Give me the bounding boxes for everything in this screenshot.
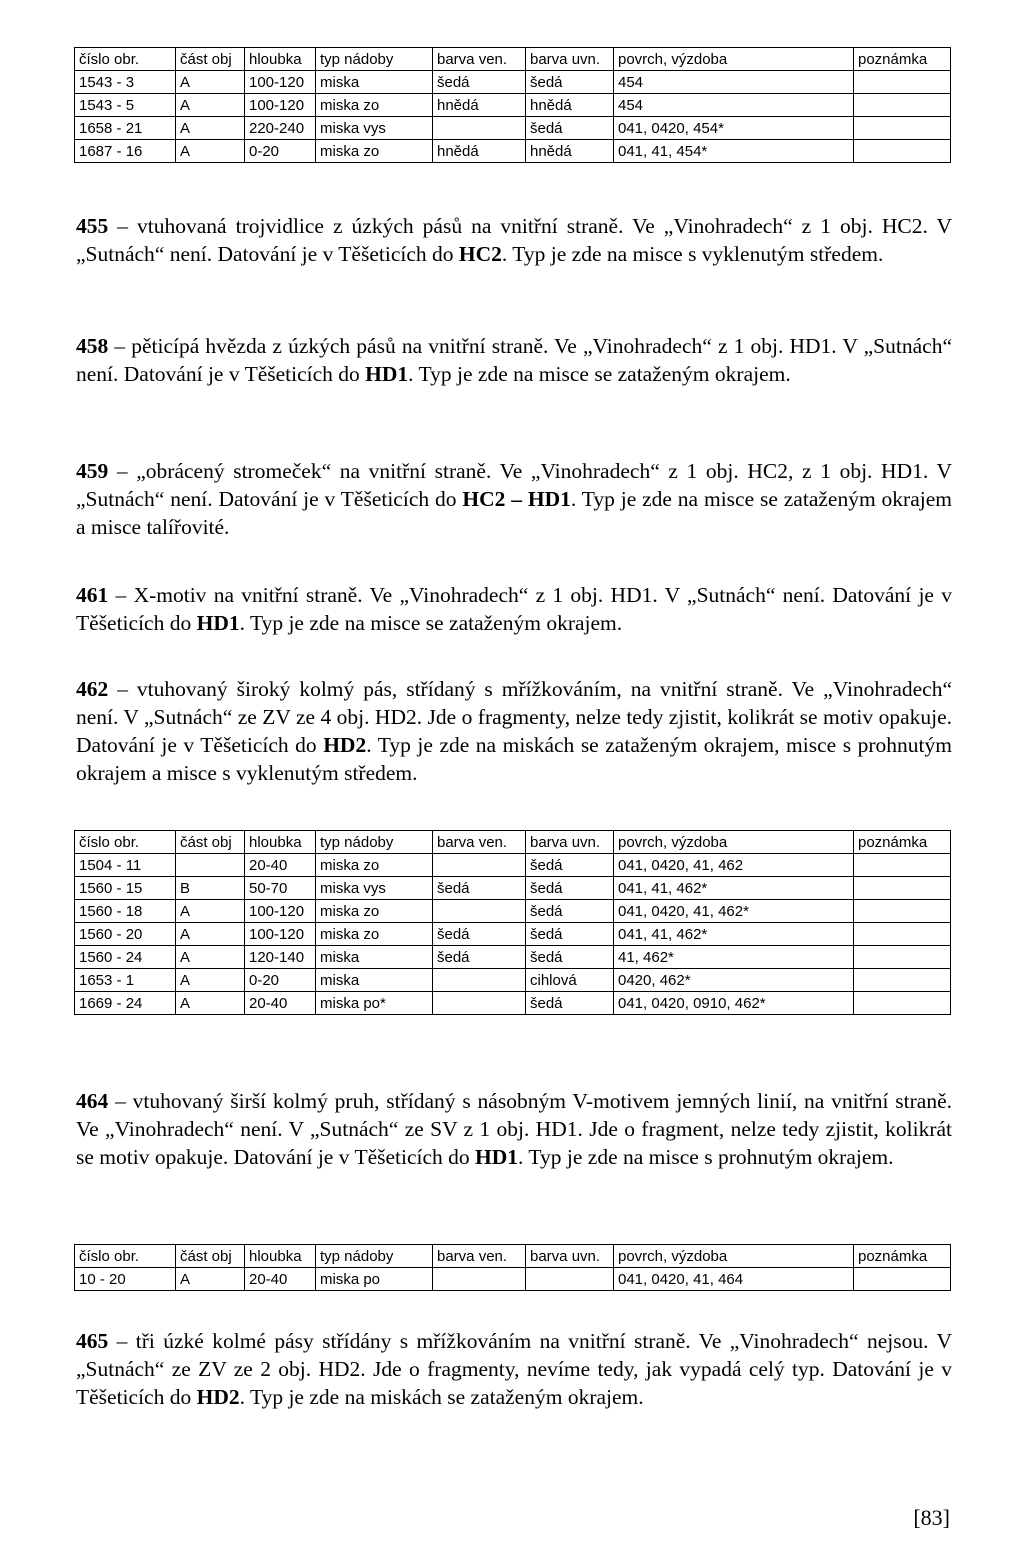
table-cell <box>176 854 245 877</box>
column-header: barva ven. <box>433 1245 526 1268</box>
table-cell: miska zo <box>316 94 433 117</box>
table-row <box>75 877 951 900</box>
table-cell <box>433 992 526 1015</box>
column-header: číslo obr. <box>75 1245 176 1268</box>
table-row <box>75 94 951 117</box>
table-cell: 041, 0420, 454* <box>614 117 854 140</box>
table-row <box>75 923 951 946</box>
table-cell <box>854 946 951 969</box>
table-cell: šedá <box>526 854 614 877</box>
table-cell: šedá <box>526 71 614 94</box>
table-cell: A <box>176 71 245 94</box>
paragraph-458: 458 – pěticípá hvězda z úzkých pásů na vnitřní straně. Ve „Vinohradech“ z 1 obj. HD1. V „Sutnách“ není. Datování je v Těšeticích do HD1. Typ je zde na misce se zataženým okrajem. <box>76 334 952 386</box>
paragraph-459: 459 – „obrácený stromeček“ na vnitřní straně. Ve „Vinohradech“ z 1 obj. HC2, z 1 obj. HD1. V „Sutnách“ není. Datování je v Těšeticích do HC2 – HD1. Typ je zde na misce se zataženým okrajem a misce talířovité. <box>76 459 952 539</box>
table-row <box>75 71 951 94</box>
table-cell: 20-40 <box>245 992 316 1015</box>
table-cell: 41, 462* <box>614 946 854 969</box>
table-cell <box>433 117 526 140</box>
column-header: typ nádoby <box>316 1245 433 1268</box>
table-cell <box>433 1268 526 1291</box>
table-cell: 041, 41, 462* <box>614 923 854 946</box>
table-cell <box>854 854 951 877</box>
table-cell: šedá <box>526 877 614 900</box>
column-header: poznámka <box>854 1245 951 1268</box>
table-cell <box>526 1268 614 1291</box>
table-cell: 100-120 <box>245 900 316 923</box>
paragraph-462: 462 – vtuhovaný široký kolmý pás, střídaný s mřížkováním, na vnitřní straně. Ve „Vinohradech“ není. V „Sutnách“ ze ZV ze 4 obj. HD2. Jde o fragmenty, nelze tedy zjistit, kolikrát se motiv opakuje. Datování je v Těšeticích do HD2. Typ je zde na miskách se zataženým okrajem, misce s prohnutým okrajem a misce s vyklenutým středem. <box>76 677 953 785</box>
table-cell <box>854 94 951 117</box>
table-header-row <box>75 48 951 71</box>
table-cell: 1543 - 3 <box>75 71 176 94</box>
table-cell: 454 <box>614 94 854 117</box>
table-cell: 100-120 <box>245 94 316 117</box>
table-row <box>75 1268 951 1291</box>
column-header: hloubka <box>245 831 316 854</box>
table-cell <box>433 854 526 877</box>
table-cell: miska vys <box>316 877 433 900</box>
table-cell: A <box>176 969 245 992</box>
table-cell: 220-240 <box>245 117 316 140</box>
table-cell: miska <box>316 71 433 94</box>
table-row <box>75 946 951 969</box>
table-cell: miska vys <box>316 117 433 140</box>
table-cell: 1560 - 20 <box>75 923 176 946</box>
table-cell: miska <box>316 946 433 969</box>
column-header: část obj <box>176 1245 245 1268</box>
table-row <box>75 900 951 923</box>
table-cell: A <box>176 900 245 923</box>
table-cell: miska zo <box>316 900 433 923</box>
table-cell: šedá <box>526 117 614 140</box>
table-cell: 454 <box>614 71 854 94</box>
table-cell: miska zo <box>316 923 433 946</box>
column-header: barva ven. <box>433 48 526 71</box>
table-cell: miska po* <box>316 992 433 1015</box>
column-header: hloubka <box>245 1245 316 1268</box>
table-cell: 1658 - 21 <box>75 117 176 140</box>
table-cell: A <box>176 1268 245 1291</box>
table-cell: šedá <box>433 923 526 946</box>
table-cell: miska zo <box>316 140 433 163</box>
table-cell: cihlová <box>526 969 614 992</box>
motif-number: 461 <box>76 583 109 607</box>
table-cell: 1653 - 1 <box>75 969 176 992</box>
table-cell: 100-120 <box>245 71 316 94</box>
table-row <box>75 140 951 163</box>
table-cell <box>854 969 951 992</box>
table-cell: 041, 0420, 41, 462* <box>614 900 854 923</box>
table-cell: hnědá <box>526 94 614 117</box>
column-header: číslo obr. <box>75 831 176 854</box>
table-cell: šedá <box>526 992 614 1015</box>
table-cell: A <box>176 946 245 969</box>
table-cell: hnědá <box>433 94 526 117</box>
table-cell: hnědá <box>526 140 614 163</box>
column-header: část obj <box>176 831 245 854</box>
motif-number: 464 <box>76 1089 109 1113</box>
paragraph-465: 465 – tři úzké kolmé pásy střídány s mřížkováním na vnitřní straně. Ve „Vinohradech“ nejsou. V „Sutnách“ ze ZV ze 2 obj. HD2. Jde o fragmenty, nevíme tedy, jak vypadá celý typ. Datování je v Těšeticích do HD2. Typ je zde na miskách se zataženým okrajem. <box>76 1329 952 1409</box>
table-cell <box>854 140 951 163</box>
column-header: poznámka <box>854 48 951 71</box>
paragraph-464: 464 – vtuhovaný širší kolmý pruh, střídaný s násobným V-motivem jemných linií, na vnitřní straně. Ve „Vinohradech“ není. V „Sutnách“ ze SV z 1 obj. HD1. Jde o fragment, nelze tedy zjistit, kolikrát se motiv opakuje. Datování je v Těšeticích do HD1. Typ je zde na misce s prohnutým okrajem. <box>76 1089 952 1169</box>
table-cell: A <box>176 94 245 117</box>
table-cell: miska <box>316 969 433 992</box>
table-cell: 041, 41, 462* <box>614 877 854 900</box>
table-cell <box>854 923 951 946</box>
table-cell: 041, 0420, 41, 462 <box>614 854 854 877</box>
paragraph-461: 461 – X-motiv na vnitřní straně. Ve „Vinohradech“ z 1 obj. HD1. V „Sutnách“ není. Datování je v Těšeticích do HD1. Typ je zde na misce se zataženým okrajem. <box>76 583 952 635</box>
table-cell: 041, 0420, 41, 464 <box>614 1268 854 1291</box>
column-header: povrch, výzdoba <box>614 48 854 71</box>
table-cell <box>433 969 526 992</box>
table-ceramics-464 <box>74 1244 951 1291</box>
table-cell: B <box>176 877 245 900</box>
column-header: barva uvn. <box>526 1245 614 1268</box>
table-cell: miska zo <box>316 854 433 877</box>
column-header: typ nádoby <box>316 831 433 854</box>
page-number: [83] <box>913 1505 950 1530</box>
table-cell: A <box>176 117 245 140</box>
table-row <box>75 969 951 992</box>
table-cell: 0420, 462* <box>614 969 854 992</box>
column-header: typ nádoby <box>316 48 433 71</box>
column-header: povrch, výzdoba <box>614 1245 854 1268</box>
motif-number: 458 <box>76 334 109 358</box>
column-header: hloubka <box>245 48 316 71</box>
table-cell: hnědá <box>433 140 526 163</box>
table-cell: miska po <box>316 1268 433 1291</box>
table-cell: 120-140 <box>245 946 316 969</box>
table-row <box>75 854 951 877</box>
table-cell: 041, 41, 454* <box>614 140 854 163</box>
table-cell: 50-70 <box>245 877 316 900</box>
table-cell: A <box>176 992 245 1015</box>
table-cell: šedá <box>526 900 614 923</box>
motif-number: 455 <box>76 214 109 238</box>
table-cell: 10 - 20 <box>75 1268 176 1291</box>
table-cell: 1687 - 16 <box>75 140 176 163</box>
table-header-row <box>75 1245 951 1268</box>
table-cell: 1560 - 24 <box>75 946 176 969</box>
table-row <box>75 117 951 140</box>
paragraph-455: 455 – vtuhovaná trojvidlice z úzkých pásů na vnitřní straně. Ve „Vinohradech“ z 1 obj. HC2. V „Sutnách“ není. Datování je v Těšeticích do HC2. Typ je zde na misce s vyklenutým středem. <box>76 214 952 266</box>
motif-number: 462 <box>76 677 109 701</box>
table-cell: 0-20 <box>245 969 316 992</box>
table-ceramics-462 <box>74 830 951 1015</box>
table-cell: šedá <box>433 877 526 900</box>
table-cell: 041, 0420, 0910, 462* <box>614 992 854 1015</box>
table-cell: šedá <box>526 923 614 946</box>
table-cell: 1560 - 15 <box>75 877 176 900</box>
table-cell <box>854 877 951 900</box>
table-cell <box>854 117 951 140</box>
table-cell: šedá <box>433 71 526 94</box>
column-header: barva uvn. <box>526 831 614 854</box>
table-cell: šedá <box>433 946 526 969</box>
table-cell: A <box>176 923 245 946</box>
table-cell <box>433 900 526 923</box>
table-cell: 20-40 <box>245 854 316 877</box>
table-cell <box>854 992 951 1015</box>
column-header: barva ven. <box>433 831 526 854</box>
motif-number: 465 <box>76 1329 109 1353</box>
table-cell: 20-40 <box>245 1268 316 1291</box>
column-header: číslo obr. <box>75 48 176 71</box>
table-cell <box>854 1268 951 1291</box>
motif-number: 459 <box>76 459 109 483</box>
table-cell: A <box>176 140 245 163</box>
table-cell: 1560 - 18 <box>75 900 176 923</box>
table-row <box>75 992 951 1015</box>
table-cell: 100-120 <box>245 923 316 946</box>
table-cell: 1504 - 11 <box>75 854 176 877</box>
table-cell: šedá <box>526 946 614 969</box>
column-header: poznámka <box>854 831 951 854</box>
table-cell <box>854 71 951 94</box>
table-cell: 1543 - 5 <box>75 94 176 117</box>
column-header: barva uvn. <box>526 48 614 71</box>
table-header-row <box>75 831 951 854</box>
table-ceramics-454 <box>74 47 951 163</box>
column-header: povrch, výzdoba <box>614 831 854 854</box>
table-cell: 1669 - 24 <box>75 992 176 1015</box>
column-header: část obj <box>176 48 245 71</box>
table-cell <box>854 900 951 923</box>
table-cell: 0-20 <box>245 140 316 163</box>
